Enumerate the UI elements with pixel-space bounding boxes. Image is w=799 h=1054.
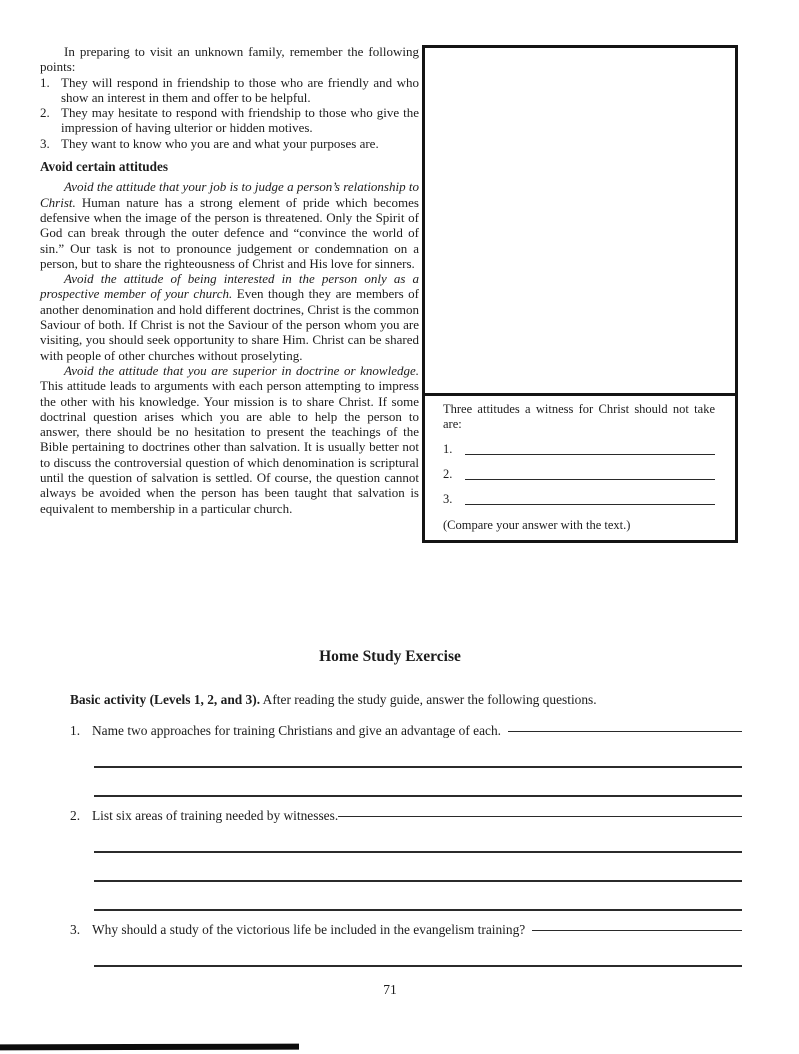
page-number: 71 — [383, 982, 397, 997]
exercise-title: Home Study Exercise — [319, 648, 461, 665]
body-paragraph — [40, 179, 419, 271]
question-row — [70, 808, 742, 824]
answer-box-content — [425, 396, 735, 533]
blank-number: 2. — [443, 467, 453, 481]
answer-line[interactable] — [94, 882, 742, 911]
paragraph-rest: This attitude leads to arguments with each person attempting to impress the other with his knowledge. Your mission is to share Christ. If some doctrinal question arises which you are able to help the person to answer, there should be no hesitation to present the teachings of the Bible pertaining to doctrines other than salvation. It is usually better not to discuss the controversial question of which denomination is scriptural until the question of salvation is settled. Of course, the question cannot always be avoided when the person has been taught that salvation is equivalent to membership in a particular church. — [40, 378, 419, 516]
paragraph-rest: Human nature has a strong element of pride which becomes defensive when the image of the person is threatened. Only the Spirit of God can break through the outer defence and “convince the world of sin.” Our task is not to pronounce judgement or condemnation on a person, but to share the righteousness of Christ and His love for sinners. — [40, 194, 419, 271]
answer-box-empty-area — [425, 48, 735, 396]
question-block-2 — [70, 808, 742, 911]
scan-artifact-bar — [0, 1044, 299, 1051]
answer-line[interactable] — [94, 853, 742, 882]
answer-box-prompt: Three attitudes a witness for Christ should not take are: — [443, 402, 715, 431]
list-item-number: 1. — [40, 74, 50, 90]
paragraph-lead-italic: Avoid the attitude of being interested in the person only as a prospective member of your church. — [40, 271, 419, 302]
list-item-text: They may hesitate to respond with friendship to those who give the impression of having ulterior or hidden motives. — [61, 105, 419, 136]
paragraph-lead-italic: Avoid the attitude that your job is to judge a person’s relationship to Christ. — [40, 179, 419, 210]
answer-blank-line[interactable] — [465, 454, 715, 455]
question-block-3 — [70, 922, 742, 967]
answer-blank-row — [443, 491, 715, 507]
answer-line[interactable] — [94, 938, 742, 967]
blank-number: 3. — [443, 492, 453, 506]
exercise-section — [70, 692, 742, 967]
paragraph-lead-italic: Avoid the attitude that you are superior in doctrine or knowledge. — [64, 362, 419, 378]
answer-line[interactable] — [94, 739, 742, 768]
exercise-instructions — [70, 692, 742, 708]
body-paragraph — [40, 363, 419, 516]
answer-box-note: (Compare your answer with the text.) — [443, 518, 631, 532]
answer-line[interactable] — [94, 768, 742, 797]
intro-paragraph: In preparing to visit an unknown family, remember the following points: — [40, 44, 419, 75]
list-item — [40, 75, 419, 106]
answer-line[interactable] — [94, 824, 742, 853]
list-item-text: They want to know who you are and what your purposes are. — [61, 135, 379, 151]
answer-blank-line[interactable] — [465, 479, 715, 480]
instructions-bold: Basic activity (Levels 1, 2, and 3). — [70, 692, 261, 707]
question-text: Name two approaches for training Christians and give an advantage of each. — [92, 723, 502, 738]
numbered-points-list — [40, 75, 419, 151]
answer-blank-inline[interactable] — [532, 930, 742, 931]
question-block-1 — [70, 723, 742, 797]
question-row — [70, 922, 742, 938]
body-paragraph — [40, 271, 419, 363]
section-heading: Avoid certain attitudes — [40, 159, 168, 175]
question-number: 2. — [70, 808, 81, 823]
blank-number: 1. — [443, 442, 453, 456]
paragraph-rest: Even though they are members of another denomination and hold different doctrines, Christ is the common Saviour of both. If Christ is not the Saviour of the person whom you are visiting, you should seek opportunity to share Him. Christ can be shared with people of other churches without proselyting. — [40, 286, 419, 363]
answer-box — [422, 45, 738, 543]
list-item-text: They will respond in friendship to those who are friendly and who show an interest in them and offer to be helpful. — [61, 74, 419, 105]
left-column — [40, 44, 419, 516]
answer-blank-inline[interactable] — [508, 731, 742, 732]
answer-blank-line[interactable] — [465, 504, 715, 505]
answer-blank-row — [443, 466, 715, 482]
answer-blank-row — [443, 441, 715, 457]
question-row — [70, 723, 742, 739]
question-number: 1. — [70, 723, 81, 738]
question-number: 3. — [70, 922, 81, 937]
question-text: Why should a study of the victorious life be included in the evangelism training? — [92, 922, 526, 937]
list-item-number: 3. — [40, 135, 50, 151]
list-item — [40, 105, 419, 136]
answer-blank-inline[interactable] — [338, 816, 742, 817]
instructions-rest: After reading the study guide, answer the following questions. — [262, 692, 597, 707]
question-text: List six areas of training needed by witnesses. — [92, 808, 339, 823]
list-item — [40, 136, 419, 151]
list-item-number: 2. — [40, 105, 50, 121]
